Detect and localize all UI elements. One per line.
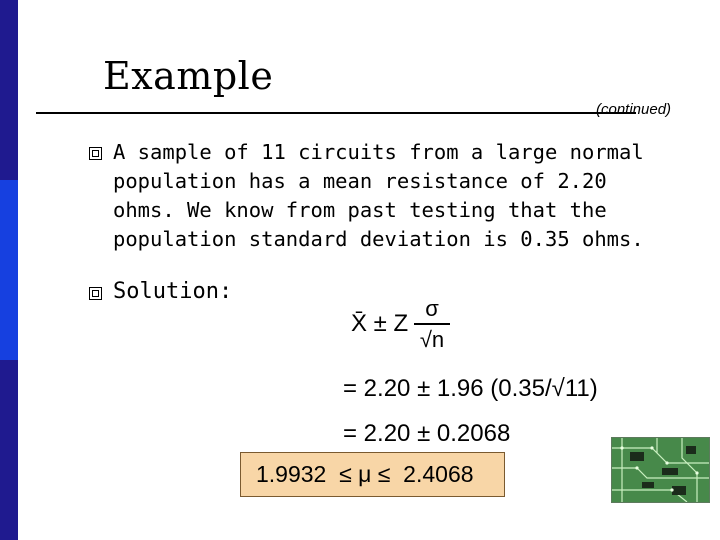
fraction-bar	[414, 323, 450, 325]
paragraph-line: population has a mean resistance of 2.20	[113, 169, 607, 193]
solution-label: Solution:	[113, 279, 233, 304]
formula-step-1: = 2.20 ± 1.96 (0.35/√11)	[343, 375, 598, 402]
title-divider	[36, 112, 636, 114]
circuit-board-image	[611, 437, 710, 503]
formula-numerator: σ	[425, 296, 439, 321]
left-sidebar-bar	[0, 0, 18, 540]
paragraph-line: A sample of 11 circuits from a large normal	[113, 140, 644, 164]
formula-step-2: = 2.20 ± 0.2068	[343, 420, 511, 447]
bullet-paragraph	[113, 138, 673, 254]
formula-fraction	[414, 296, 450, 353]
formula-lhs: X̄ ± Z	[351, 310, 409, 337]
slide-title: Example	[103, 54, 274, 98]
continued-label: (continued)	[596, 101, 672, 118]
sidebar-segment-middle	[0, 180, 18, 360]
paragraph-line: population standard deviation is 0.35 ohms.	[113, 227, 644, 251]
paragraph-line: ohms. We know from past testing that the	[113, 198, 607, 222]
confidence-interval-answer: 1.9932 ≤ μ ≤ 2.4068	[256, 461, 474, 487]
square-bullet-icon	[89, 147, 102, 160]
square-bullet-icon	[89, 287, 102, 300]
sidebar-segment-top	[0, 0, 18, 180]
formula-denominator: √n	[419, 327, 445, 352]
sidebar-segment-bottom	[0, 360, 18, 540]
